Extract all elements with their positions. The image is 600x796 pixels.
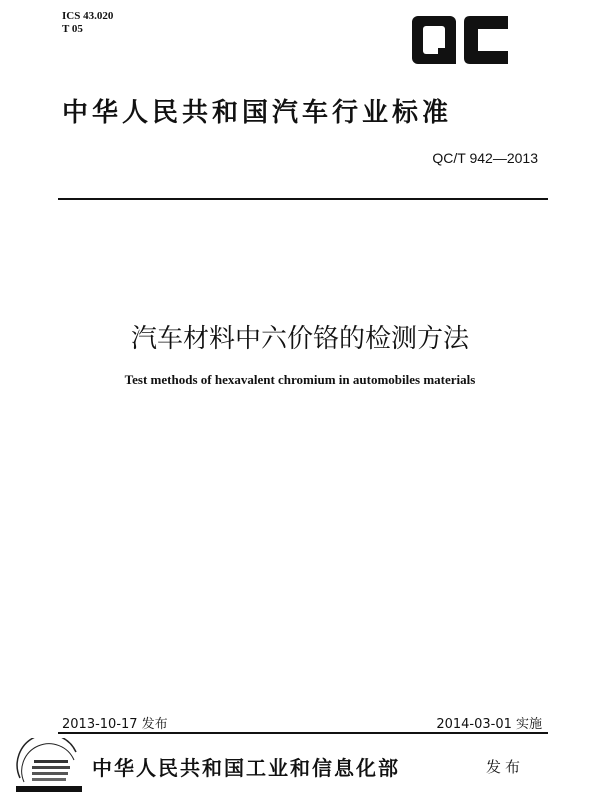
classification-block bbox=[62, 10, 113, 36]
standard-title: 中华人民共和国汽车行业标准 bbox=[62, 98, 453, 128]
standard-number: QC/T 942—2013 bbox=[432, 150, 538, 166]
qc-logo bbox=[410, 14, 510, 66]
footer-divider bbox=[58, 732, 548, 734]
issue-date: 2013-10-17 发布 bbox=[62, 717, 168, 732]
publisher-seal-icon bbox=[14, 738, 84, 794]
publish-label: 发布 bbox=[486, 758, 525, 776]
classification-code: T 05 bbox=[62, 23, 83, 35]
header-divider bbox=[58, 198, 548, 200]
implementation-date: 2014-03-01 实施 bbox=[436, 717, 542, 732]
document-title-en: Test methods of hexavalent chromium in automobiles materials bbox=[124, 372, 476, 387]
ics-code: ICS 43.020 bbox=[62, 10, 114, 22]
document-title-cn: 汽车材料中六价铬的检测方法 bbox=[130, 324, 469, 354]
publisher-name: 中华人民共和国工业和信息化部 bbox=[92, 756, 400, 780]
